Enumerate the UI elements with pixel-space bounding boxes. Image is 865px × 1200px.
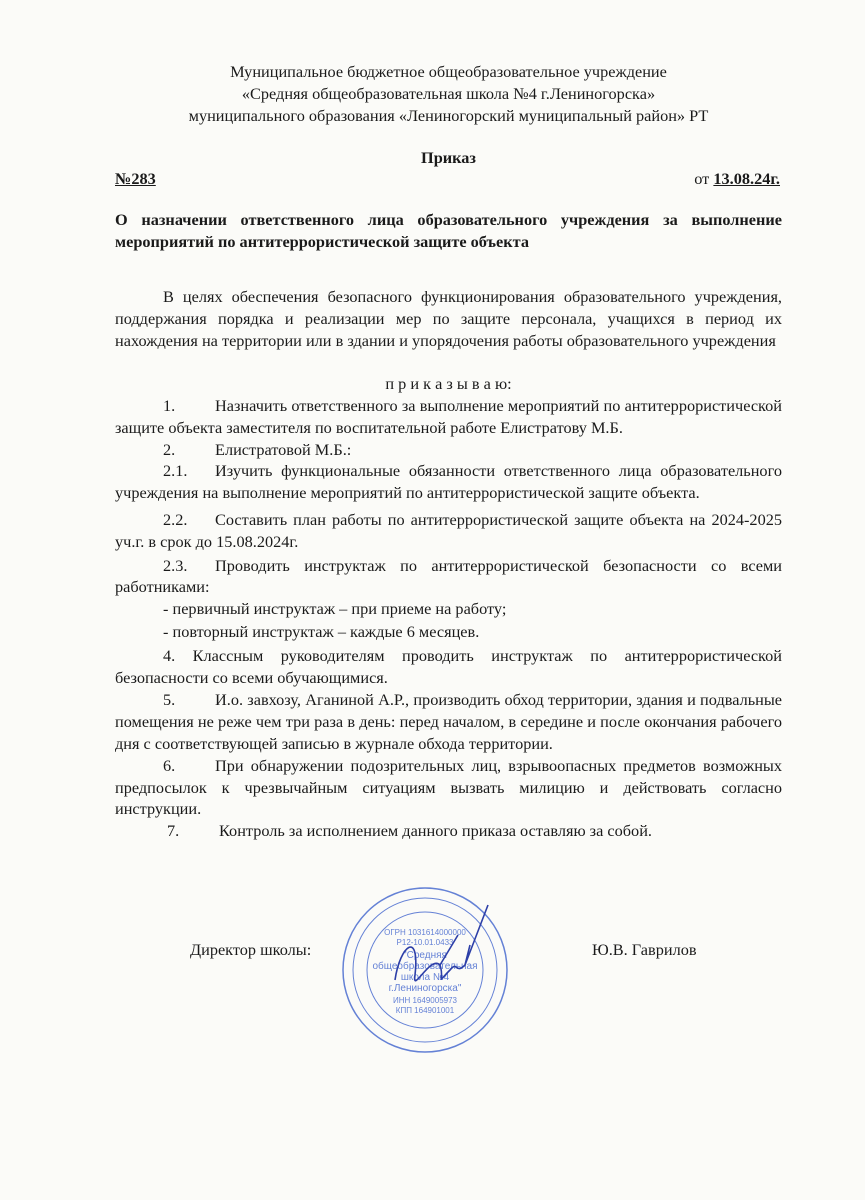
item-number: 7. (167, 821, 180, 841)
order-date-block (694, 168, 780, 190)
signature-name: Ю.В. Гаврилов (592, 940, 697, 959)
item-number: 2.1. (163, 461, 188, 481)
document-title: Приказ (421, 148, 476, 167)
item-text: Проводить инструктаж по антитеррористической безопасности со всеми работниками: (115, 555, 782, 597)
list-item (115, 755, 782, 820)
order-subject: О назначении ответственного лица образовательного учреждения за выполнение мероприятий по антитеррористической защите объекта (115, 210, 782, 251)
stamp-line: КПП 164901001 (395, 1006, 455, 1015)
item-text: Назначить ответственного за выполнение мероприятий по антитеррористической защите объекта заместителя по воспитательной работе Елистратову М.Б. (115, 396, 782, 437)
dash-item: - первичный инструктаж – при приеме на работу; (163, 599, 507, 619)
item-text: Елистратовой М.Б.: (215, 439, 352, 459)
stamp-line: "Средняя (403, 950, 447, 961)
stamp-line: школа №4 (400, 972, 450, 983)
item-text: Изучить функциональные обязанности ответственного лица образовательного учреждения на выполнение мероприятий по антитеррористической защите объекта. (115, 461, 782, 503)
item-number: 2.2. (163, 509, 188, 529)
item-number: 5. (163, 690, 176, 710)
items-block (115, 395, 782, 842)
decree-word: п р и к а з ы в а ю: (385, 374, 512, 393)
header-line: Муниципальное бюджетное общеобразовательное учреждение (230, 62, 667, 81)
school-stamp (340, 885, 510, 1055)
list-item (115, 820, 782, 842)
item-number: 1. (163, 396, 176, 415)
item-number: 2.3. (163, 555, 188, 575)
stamp-line: общеобразовательная (372, 961, 478, 972)
item-number: 2. (163, 439, 176, 459)
item-text: И.о. завхозу, Аганиной А.Р., производить обход территории, здания и подвальные помещения не реже чем три раза в день: перед началом, в середине и после окончания рабочего дня с соответствующей записью в журнале обхода территории. (115, 690, 782, 753)
intro-paragraph: В целях обеспечения безопасного функционирования образовательного учреждения, поддержания порядка и реализации мер по защите персонала, учащихся в период их нахождения на территории или в здании и упорядочения работы образовательного учреждения (115, 287, 782, 350)
order-number: №283 (115, 169, 156, 188)
list-item (115, 395, 782, 439)
date-prefix: от (694, 169, 714, 188)
stamp-line: г.Лениногорска" (388, 983, 462, 994)
list-item: 4. Классным руководителям проводить инструктаж по антитеррористической безопасности со всеми обучающимися. (115, 645, 782, 687)
list-item (115, 555, 782, 599)
item-text: При обнаружении подозрительных лиц, взрывоопасных предметов возможных предпосылок к чрезвычайным ситуациям вызвать милицию и действовать согласно инструкции. (115, 755, 782, 819)
item-number: 6. (163, 755, 176, 775)
signature-role: Директор школы: (190, 940, 312, 959)
list-item (115, 460, 782, 504)
dash-item: - повторный инструктаж – каждые 6 месяцев. (163, 621, 480, 641)
stamp-line: Р12-10.01.0433 (396, 938, 454, 947)
stamp-line: ИНН 1649005973 (392, 996, 458, 1005)
header-line: муниципального образования «Лениногорский муниципальный район» РТ (188, 106, 709, 125)
item-text: Контроль за исполнением данного приказа оставляю за собой. (219, 821, 652, 841)
list-item (115, 689, 782, 754)
list-item (115, 439, 782, 461)
order-date: 13.08.24г. (713, 169, 780, 188)
header-line: «Средняя общеобразовательная школа №4 г.Лениногорска» (241, 84, 656, 103)
stamp-line: ОГРН 1031614000000 (384, 928, 466, 937)
item-text: Составить план работы по антитеррористической защите объекта на 2024-2025 уч.г. в срок до 15.08.2024г. (115, 509, 782, 551)
list-item (115, 509, 782, 553)
org-header (115, 61, 782, 127)
